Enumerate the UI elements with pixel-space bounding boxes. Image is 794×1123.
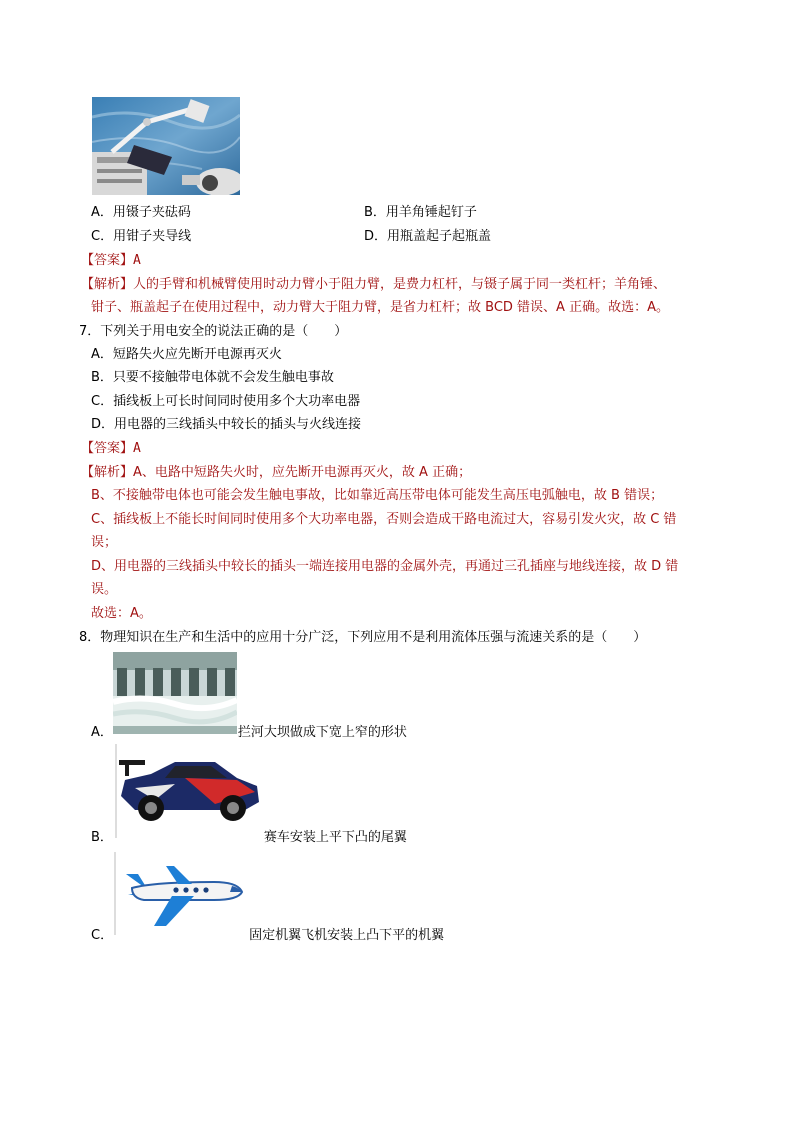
q7-option-d: D．用电器的三线插头中较长的插头与火线连接 bbox=[91, 417, 362, 432]
answer-value: A bbox=[133, 441, 141, 456]
analysis-line-1 bbox=[81, 276, 666, 294]
q7-analysis-a bbox=[81, 464, 471, 482]
race-car-image bbox=[115, 744, 263, 838]
answer-line bbox=[81, 252, 141, 270]
q7-option-c: C．插线板上可长时间同时使用多个大功率电器 bbox=[91, 394, 361, 409]
question-7-stem: 7．下列关于用电安全的说法正确的是（ ） bbox=[79, 324, 348, 339]
q7-analysis-d-line-2: 误。 bbox=[91, 582, 118, 597]
q7-option-a: A．短路失火应先断开电源再灭火 bbox=[91, 347, 282, 362]
q8-option-b bbox=[91, 829, 407, 847]
analysis-text: 人的手臂和机械臂使用时动力臂小于阻力臂，是费力杠杆，与镊子属于同一类杠杆；羊角锤、 bbox=[133, 277, 667, 292]
q8-option-c bbox=[91, 927, 444, 945]
q7-analysis-d-line-1: D、用电器的三线插头中较长的插头一端连接用电器的金属外壳，再通过三孔插座与地线连接，故 D 错 bbox=[91, 559, 679, 574]
answer-value: A bbox=[133, 253, 141, 268]
airplane-image bbox=[114, 852, 247, 935]
space-station-arm-image bbox=[92, 97, 240, 195]
q7-analysis-c-line-2: 误； bbox=[91, 535, 118, 550]
analysis-tag: 【解析】 bbox=[81, 277, 134, 292]
q7-conclusion: 故选：A。 bbox=[91, 606, 152, 621]
q8-option-a bbox=[91, 724, 407, 742]
analysis-text: A、电路中短路失火时，应先断开电源再灭火，故 A 正确； bbox=[133, 465, 472, 480]
option-text: 拦河大坝做成下宽上窄的形状 bbox=[237, 725, 407, 740]
option-c: C．用钳子夹导线 bbox=[91, 229, 192, 244]
option-letter: C． bbox=[91, 928, 114, 943]
answer-tag: 【答案】 bbox=[81, 253, 134, 268]
q7-analysis-b: B、不接触带电体也可能会发生触电事故，比如靠近高压带电体可能发生高压电弧触电，故 B 错误； bbox=[91, 488, 664, 503]
analysis-tag: 【解析】 bbox=[81, 465, 134, 480]
option-d: D．用瓶盖起子起瓶盖 bbox=[364, 229, 492, 244]
q7-answer-line bbox=[81, 440, 141, 458]
analysis-line-2: 钳子、瓶盖起子在使用过程中，动力臂大于阻力臂，是省力杠杆；故 BCD 错误、A 正确。故选：A。 bbox=[91, 300, 669, 315]
option-letter: A． bbox=[91, 725, 113, 740]
question-8-stem: 8．物理知识在生产和生活中的应用十分广泛，下列应用不是利用流体压强与流速关系的是（ ） bbox=[79, 630, 647, 645]
option-text: 固定机翼飞机安装上凸下平的机翼 bbox=[249, 928, 445, 943]
dam-image bbox=[113, 652, 237, 734]
option-text: 赛车安装上平下凸的尾翼 bbox=[263, 830, 407, 845]
q7-option-b: B．只要不接触带电体就不会发生触电事故 bbox=[91, 370, 334, 385]
q7-analysis-c-line-1: C、插线板上不能长时间同时使用多个大功率电器，否则会造成干路电流过大，容易引发火灾，故 C 错 bbox=[91, 512, 677, 527]
option-letter: B． bbox=[91, 830, 113, 845]
answer-tag: 【答案】 bbox=[81, 441, 134, 456]
option-a: A．用镊子夹砝码 bbox=[91, 205, 191, 220]
option-b: B．用羊角锤起钉子 bbox=[364, 205, 477, 220]
